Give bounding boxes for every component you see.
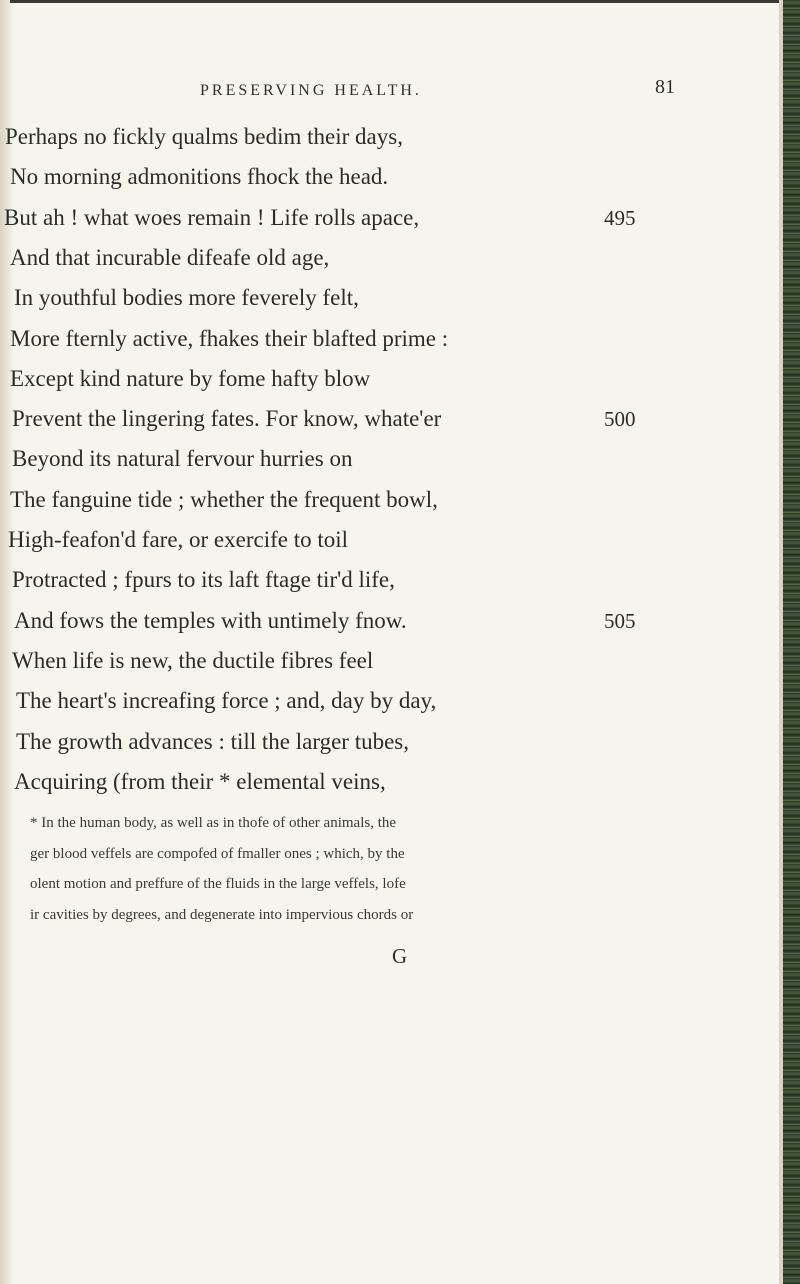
verse-text: Beyond its natural fervour hurries on <box>12 446 353 471</box>
verse-line <box>0 480 700 520</box>
verse-line <box>0 359 700 399</box>
verse-line <box>0 238 700 278</box>
line-number: 505 <box>604 609 636 633</box>
book-cover-edge <box>783 0 800 1284</box>
footnote-text: ger blood veffels are compofed of fmaller ones ; which, by the <box>30 846 405 862</box>
verse-line <box>0 601 700 641</box>
verse-line <box>0 762 700 802</box>
verse-text: Protracted ; fpurs to its laft ftage tir'd life, <box>12 567 395 592</box>
verse-line <box>0 520 700 560</box>
footnote-line <box>0 841 700 867</box>
verse-line <box>0 560 700 600</box>
verse-text: But ah ! what woes remain ! Life rolls apace, <box>4 205 420 230</box>
verse-text: High-feafon'd fare, or exercife to toil <box>8 527 349 552</box>
verse-text: When life is new, the ductile fibres feel <box>12 648 374 673</box>
verse-text: Perhaps no fickly qualms bedim their days, <box>5 124 403 149</box>
footnote-text: ir cavities by degrees, and degenerate into impervious chords or <box>30 907 414 923</box>
verse-text: Acquiring (from their * elemental veins, <box>14 769 386 794</box>
verse-line <box>0 117 700 157</box>
signature-mark: G <box>392 944 408 968</box>
footnote-text: * In the human body, as well as in thofe of other animals, the <box>30 815 397 831</box>
footnote-text: olent motion and preffure of the fluids in the large veffels, lofe <box>30 876 406 892</box>
verse-text: In youthful bodies more feverely felt, <box>14 285 359 310</box>
verse-text: Prevent the lingering fates. For know, whate'er <box>12 406 442 431</box>
verse-line <box>0 439 700 479</box>
verse-text: And that incurable difeafe old age, <box>10 245 330 270</box>
verse-line <box>0 157 700 197</box>
verse-line <box>0 319 700 359</box>
footnote-line <box>0 810 700 836</box>
page-top-rule <box>10 0 785 3</box>
verse-text: And fows the temples with untimely fnow. <box>14 608 407 633</box>
verse-text: The heart's increafing force ; and, day by day, <box>16 688 437 713</box>
footnote-line <box>0 902 700 928</box>
verse-line <box>0 722 700 762</box>
verse-text: The growth advances : till the larger tubes, <box>16 729 410 754</box>
verse-line <box>0 399 700 439</box>
verse-text: Except kind nature by fome hafty blow <box>10 366 371 391</box>
footnote-line <box>0 871 700 897</box>
line-number: 495 <box>604 206 636 230</box>
verse-line <box>0 278 700 318</box>
verse-text: More fternly active, fhakes their blafted prime : <box>10 326 449 351</box>
verse-text: No morning admonitions fhock the head. <box>10 164 389 189</box>
running-head: PRESERVING HEALTH. <box>200 82 422 99</box>
line-number: 500 <box>604 407 636 431</box>
verse-text: The fanguine tide ; whether the frequent bowl, <box>10 487 438 512</box>
page-number: 81 <box>655 76 675 98</box>
verse-line <box>0 641 700 681</box>
verse-line <box>0 198 700 238</box>
verse-line <box>0 681 700 721</box>
